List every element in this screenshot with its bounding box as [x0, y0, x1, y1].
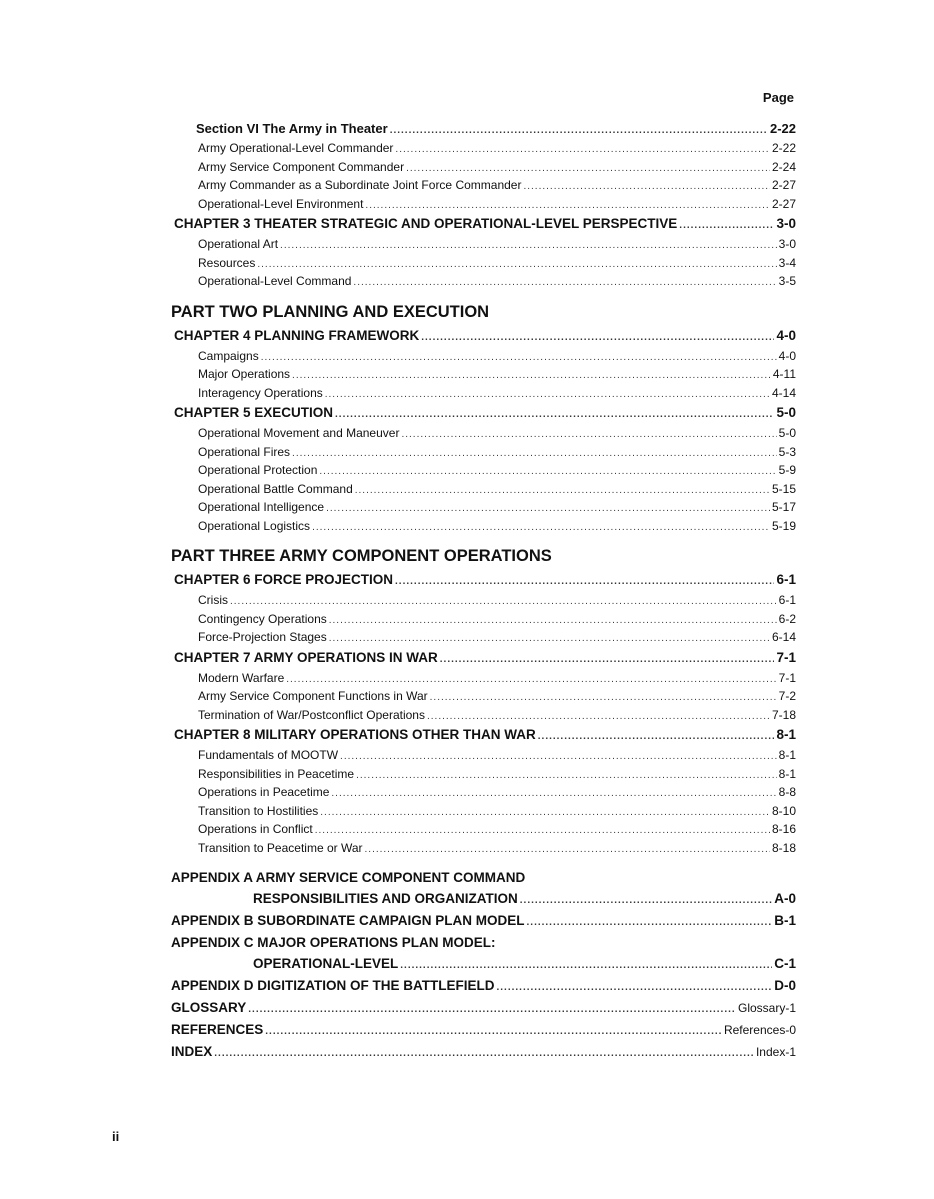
- toc-entry[interactable]: [166, 669, 796, 688]
- toc-appendix-c[interactable]: [166, 932, 796, 975]
- toc-entry[interactable]: [166, 783, 796, 802]
- dot-leader: [261, 347, 777, 368]
- dot-leader: [401, 424, 776, 445]
- toc-entry[interactable]: [166, 254, 796, 273]
- dot-leader: [427, 706, 770, 727]
- toc-appendix-title-line1: APPENDIX C MAJOR OPERATIONS PLAN MODEL:: [171, 935, 496, 950]
- toc-appendix-b[interactable]: [166, 910, 796, 932]
- toc-appendix-title-line2: RESPONSIBILITIES AND ORGANIZATION: [253, 891, 518, 906]
- dot-leader: [538, 724, 775, 748]
- dot-leader: [497, 975, 773, 999]
- toc-glossary-title: GLOSSARY: [171, 1000, 247, 1015]
- toc-entry-title: Responsibilities in Peacetime: [198, 766, 355, 781]
- dot-leader: [523, 176, 770, 197]
- toc-entry-title: Contingency Operations: [198, 611, 327, 626]
- toc-entry[interactable]: [166, 746, 796, 765]
- toc-chapter-title: CHAPTER 8 MILITARY OPERATIONS OTHER THAN WAR: [174, 727, 536, 742]
- dot-leader: [395, 569, 774, 593]
- toc-entry-page: 8-18: [771, 840, 796, 855]
- toc-entry-page: 5-17: [771, 500, 796, 514]
- toc-entry-page: 2-27: [771, 178, 796, 192]
- toc-entry[interactable]: [166, 443, 796, 462]
- toc-entry-page: 2-22: [771, 141, 796, 155]
- dot-leader: [325, 384, 770, 405]
- toc-references[interactable]: [166, 1019, 796, 1041]
- toc-chapter-6[interactable]: [166, 569, 796, 591]
- dot-leader: [355, 480, 770, 501]
- dot-leader: [390, 118, 768, 141]
- toc-entry-page: 6-2: [778, 611, 796, 626]
- toc-entry-page: 3-5: [778, 274, 796, 288]
- toc-entry-page: 4-11: [772, 367, 796, 381]
- dot-leader: [315, 820, 770, 841]
- toc-chapter-3[interactable]: [166, 213, 796, 235]
- dot-leader: [319, 461, 776, 482]
- toc-entry[interactable]: [166, 365, 796, 384]
- dot-leader: [248, 997, 736, 1021]
- toc-entry-title: Operational-Level Command: [198, 274, 352, 288]
- toc-chapter-page: 8-1: [776, 727, 796, 742]
- dot-leader: [331, 783, 776, 804]
- toc-entry-page: 2-24: [771, 159, 796, 174]
- toc-entry-title: Operational Logistics: [198, 518, 311, 533]
- dot-leader: [329, 628, 770, 649]
- dot-leader: [257, 254, 776, 275]
- dot-leader: [320, 802, 770, 823]
- toc-entry-title: Operational Fires: [198, 444, 291, 459]
- dot-leader: [292, 443, 777, 464]
- toc-entry-page: 5-19: [771, 518, 796, 533]
- toc-entry[interactable]: [166, 610, 796, 629]
- toc-entry[interactable]: [166, 802, 796, 821]
- toc-entry-page: 5-9: [778, 463, 796, 477]
- toc-back-matter: [166, 867, 796, 1063]
- toc-entry-title: Campaigns: [198, 348, 259, 363]
- dot-leader: [265, 1019, 722, 1043]
- toc-entry-title: Major Operations: [198, 367, 291, 381]
- toc-entry[interactable]: [166, 628, 796, 647]
- toc-entry[interactable]: [166, 176, 796, 195]
- toc-chapter-title: CHAPTER 3 THEATER STRATEGIC AND OPERATIONAL-LEVEL PERSPECTIVE: [174, 216, 678, 231]
- dot-leader: [214, 1041, 754, 1065]
- dot-leader: [335, 402, 774, 426]
- toc-entry[interactable]: [166, 384, 796, 403]
- toc-entry-page: 8-10: [771, 803, 796, 818]
- toc-entry[interactable]: [166, 517, 796, 536]
- toc-entry-page: 3-4: [778, 255, 796, 270]
- dot-leader: [365, 195, 770, 216]
- toc-entry-page: 2-27: [771, 196, 796, 211]
- toc-entry-page: 2-22: [769, 121, 796, 136]
- toc-entry[interactable]: [166, 706, 796, 725]
- toc-index-title: INDEX: [171, 1044, 213, 1059]
- toc-entry-title: Operational Battle Command: [198, 481, 353, 496]
- dot-leader: [230, 591, 777, 612]
- toc-chapter-7[interactable]: [166, 647, 796, 669]
- toc-entry-title: Crisis: [198, 593, 228, 607]
- toc-part-three-heading: PART THREE ARMY COMPONENT OPERATIONS: [171, 547, 552, 565]
- toc-entry-title: Army Operational-Level Commander: [198, 141, 394, 155]
- toc-entry-page: 6-1: [778, 593, 796, 607]
- toc-chapter-page: 7-1: [776, 649, 796, 665]
- toc-entry-title: Modern Warfare: [198, 670, 285, 685]
- toc-chapter-title: CHAPTER 6 FORCE PROJECTION: [174, 572, 394, 587]
- toc-entry-title: Fundamentals of MOOTW: [198, 748, 339, 762]
- toc-entry-page: 5-3: [778, 444, 796, 459]
- toc-appendix-page: B-1: [774, 913, 796, 928]
- toc-entry-page: 8-1: [778, 748, 796, 762]
- toc-appendix-d[interactable]: [166, 975, 796, 997]
- toc-appendix-page: D-0: [774, 978, 796, 993]
- toc-entry-page: 5-0: [778, 426, 796, 440]
- toc-entry[interactable]: [166, 195, 796, 214]
- dot-leader: [400, 953, 772, 977]
- toc-entry-title: Transition to Peacetime or War: [198, 840, 363, 855]
- toc-entry-page: 7-2: [778, 689, 796, 703]
- toc-chapter-title: CHAPTER 5 EXECUTION: [174, 405, 334, 420]
- dot-leader: [326, 498, 770, 519]
- dot-leader: [421, 325, 774, 349]
- toc-entry-title: Section VI The Army in Theater: [196, 121, 388, 136]
- toc-chapter-page: 6-1: [776, 572, 796, 587]
- dot-leader: [520, 888, 772, 912]
- dot-leader: [406, 158, 770, 179]
- toc-entry[interactable]: [166, 839, 796, 858]
- toc-chapter-5[interactable]: [166, 402, 796, 424]
- toc-entry[interactable]: [166, 591, 796, 610]
- toc-entry-title: Operations in Conflict: [198, 822, 313, 836]
- toc-index-page: Index-1: [755, 1045, 796, 1059]
- toc-chapter-title: CHAPTER 7 ARMY OPERATIONS IN WAR: [174, 649, 438, 665]
- toc-entry[interactable]: [166, 461, 796, 480]
- toc-glossary-page: Glossary-1: [737, 1001, 796, 1015]
- toc-entry[interactable]: [166, 687, 796, 706]
- toc-references-title: REFERENCES: [171, 1022, 264, 1037]
- dot-leader: [679, 213, 774, 237]
- toc-entry-title: Operational Protection: [198, 463, 318, 477]
- toc-chapter-4[interactable]: [166, 325, 796, 347]
- toc-entry-title: Operational Intelligence: [198, 500, 325, 514]
- toc-entry[interactable]: [166, 820, 796, 839]
- toc-appendix-a[interactable]: [166, 867, 796, 910]
- toc-entry-page: 7-18: [771, 707, 796, 722]
- toc-chapter-page: 3-0: [776, 216, 796, 231]
- toc-chapter-8[interactable]: [166, 724, 796, 746]
- toc-entry[interactable]: [166, 235, 796, 254]
- dot-leader: [356, 765, 777, 786]
- toc-appendix-title-line1: APPENDIX A ARMY SERVICE COMPONENT COMMAND: [171, 870, 526, 885]
- toc-entry-title: Operational Movement and Maneuver: [198, 426, 400, 440]
- toc-appendix-title: APPENDIX D DIGITIZATION OF THE BATTLEFIELD: [171, 978, 495, 993]
- toc-entry-page: 6-14: [771, 630, 796, 644]
- toc-appendix-title-line2: OPERATIONAL-LEVEL: [253, 956, 399, 971]
- toc-glossary[interactable]: [166, 997, 796, 1019]
- toc-entry[interactable]: [166, 498, 796, 517]
- toc-entry[interactable]: [166, 480, 796, 499]
- toc-entry-title: Army Commander as a Subordinate Joint Force Commander: [198, 178, 522, 192]
- toc-entry-title: Termination of War/Postconflict Operations: [198, 707, 425, 722]
- toc-entry-title: Army Service Component Commander: [198, 159, 405, 174]
- toc-section-vi[interactable]: [166, 118, 796, 139]
- toc-part-two-heading: PART TWO PLANNING AND EXECUTION: [171, 302, 490, 321]
- toc-entry-page: 8-8: [778, 785, 796, 799]
- toc-entry-title: Force-Projection Stages: [198, 630, 327, 644]
- toc-entry-title: Resources: [198, 255, 256, 270]
- toc-entry-page: 4-14: [771, 385, 796, 400]
- toc-entry-title: Operational Art: [198, 237, 279, 251]
- dot-leader: [440, 647, 775, 671]
- dot-leader: [395, 139, 770, 160]
- dot-leader: [365, 839, 770, 860]
- table-of-contents: [166, 118, 796, 1063]
- dot-leader: [430, 687, 777, 708]
- toc-entry[interactable]: [166, 272, 796, 291]
- toc-entry-page: 3-0: [778, 237, 796, 251]
- dot-leader: [280, 235, 777, 256]
- toc-appendix-title: APPENDIX B SUBORDINATE CAMPAIGN PLAN MODEL: [171, 913, 525, 928]
- toc-entry-title: Operations in Peacetime: [198, 785, 330, 799]
- toc-appendix-page: C-1: [774, 956, 796, 971]
- dot-leader: [353, 272, 776, 293]
- toc-chapter-page: 4-0: [776, 327, 796, 343]
- toc-entry[interactable]: [166, 347, 796, 366]
- toc-entry-title: Interagency Operations: [198, 385, 323, 400]
- toc-chapter-page: 5-0: [776, 405, 796, 420]
- toc-index[interactable]: [166, 1041, 796, 1063]
- toc-chapter-title: CHAPTER 4 PLANNING FRAMEWORK: [174, 327, 420, 343]
- toc-references-page: References-0: [723, 1023, 796, 1037]
- toc-entry[interactable]: [166, 158, 796, 177]
- toc-entry-title: Transition to Hostilities: [198, 803, 319, 818]
- dot-leader: [312, 517, 770, 538]
- toc-entry[interactable]: [166, 765, 796, 784]
- toc-entry-page: 4-0: [778, 348, 796, 363]
- toc-entry-title: Operational-Level Environment: [198, 196, 364, 211]
- toc-entry[interactable]: [166, 424, 796, 443]
- dot-leader: [329, 610, 777, 631]
- page-number: ii: [112, 1129, 120, 1144]
- dot-leader: [286, 669, 776, 690]
- toc-entry[interactable]: [166, 139, 796, 158]
- toc-entry-page: 7-1: [778, 670, 796, 685]
- toc-entry-page: 8-16: [771, 822, 796, 836]
- toc-entry-page: 8-1: [778, 766, 796, 781]
- toc-appendix-page: A-0: [774, 891, 796, 906]
- dot-leader: [527, 910, 773, 934]
- dot-leader: [340, 746, 777, 767]
- page-column-header: Page: [762, 90, 794, 105]
- dot-leader: [292, 365, 771, 386]
- toc-entry-page: 5-15: [771, 481, 796, 496]
- toc-entry-title: Army Service Component Functions in War: [198, 689, 428, 703]
